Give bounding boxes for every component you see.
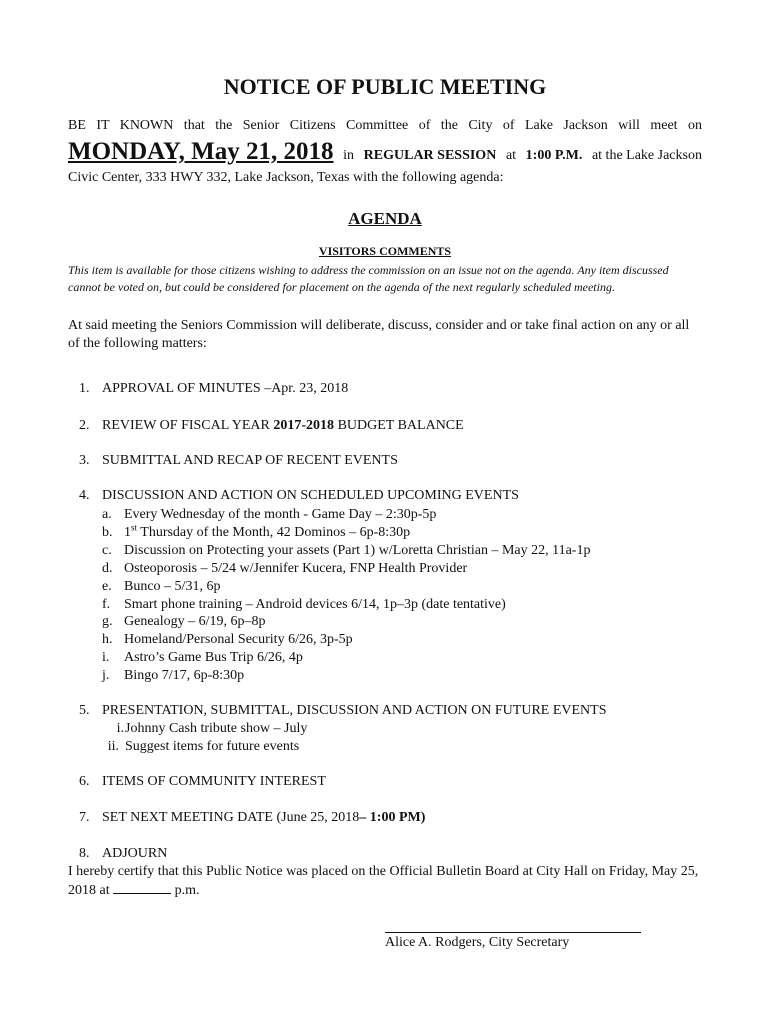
item-number: 2. — [79, 418, 90, 433]
item-number: 4. — [79, 488, 90, 503]
event-item-i — [102, 650, 303, 666]
item-number: 8. — [79, 846, 90, 861]
item-text: APPROVAL OF MINUTES –Apr. 23, 2018 — [102, 381, 349, 396]
civic-line: Civic Center, 333 HWY 332, Lake Jackson, Texas with the following agenda: — [68, 170, 504, 185]
certification-text — [68, 862, 704, 900]
future-item-ii-text: Suggest items for future events — [125, 739, 300, 754]
item-text-bold: 2017-2018 — [273, 418, 335, 433]
item-text: ADJOURN — [102, 846, 168, 861]
signature-name: Alice A. Rodgers, City Secretary — [385, 935, 570, 950]
event-letter: h. — [102, 632, 113, 647]
event-letter: j. — [102, 668, 110, 683]
item-number: 7. — [79, 810, 90, 825]
item-text: PRESENTATION, SUBMITTAL, DISCUSSION AND ACTION ON FUTURE EVENTS — [102, 703, 607, 718]
event-text-ordinal: 1 — [124, 525, 131, 540]
agenda-item-7 — [79, 810, 425, 826]
event-text: Bunco – 5/31, 6p — [124, 579, 221, 594]
agenda-item-6 — [79, 774, 326, 790]
future-numeral: ii. — [107, 739, 119, 754]
event-letter: i. — [102, 650, 110, 665]
event-item-f — [102, 597, 506, 613]
visitors-heading: VISITORS COMMENTS — [318, 244, 452, 258]
event-item-g — [102, 614, 266, 630]
meeting-time: 1:00 P.M. — [525, 148, 583, 163]
location-tail: at the Lake Jackson — [591, 148, 702, 163]
certification-sentence: I hereby certify that this Public Notice was placed on the Official Bulletin Board at City Hall on Friday, May 25, 2018 at — [68, 864, 699, 898]
page-title: NOTICE OF PUBLIC MEETING — [223, 74, 547, 99]
event-letter: a. — [102, 507, 112, 522]
agenda-item-4 — [79, 488, 519, 504]
event-text: Every Wednesday of the month - Game Day – 2:30p-5p — [124, 507, 437, 522]
future-numeral: i. — [116, 721, 124, 736]
event-text: Bingo 7/17, 6p-8:30p — [124, 668, 245, 683]
event-letter: d. — [102, 561, 113, 576]
item-text: ITEMS OF COMMUNITY INTEREST — [102, 774, 326, 789]
in-text: in — [343, 148, 355, 163]
at-text: at — [505, 148, 517, 163]
event-text: Astro’s Game Bus Trip 6/26, 4p — [124, 650, 303, 665]
event-letter: f. — [102, 597, 111, 612]
agenda-item-2 — [79, 418, 464, 434]
meeting-date: MONDAY, May 21, 2018 — [68, 138, 334, 165]
item-text: SET NEXT MEETING DATE (June 25, 2018 — [102, 810, 360, 825]
event-text: Discussion on Protecting your assets (Part 1) w/Loretta Christian – May 22, 11a-1p — [124, 543, 591, 558]
event-text: Thursday of the Month, 42 Dominos – 6p-8:30p — [137, 525, 411, 540]
event-letter: g. — [102, 614, 113, 629]
event-item-b — [102, 522, 411, 541]
session-type: REGULAR SESSION — [363, 148, 497, 163]
item-number: 1. — [79, 381, 90, 396]
agenda-item-1 — [79, 381, 348, 397]
event-item-h — [102, 632, 353, 648]
said-meeting-text: At said meeting the Seniors Commission will deliberate, discuss, consider and or take final action on any or all of the following matters: — [68, 318, 690, 351]
agenda-heading: AGENDA — [348, 209, 422, 228]
event-text: Osteoporosis – 5/24 w/Jennifer Kucera, FNP Health Provider — [124, 561, 468, 576]
event-letter: c. — [102, 543, 112, 558]
future-item-i-text: Johnny Cash tribute show – July — [125, 721, 308, 736]
agenda-item-5 — [79, 703, 607, 719]
item-text: REVIEW OF FISCAL YEAR — [102, 418, 274, 433]
intro-date-line — [68, 138, 702, 166]
event-text: Smart phone training – Android devices 6/14, 1p–3p (date tentative) — [124, 597, 506, 612]
future-item-ii — [74, 739, 119, 755]
agenda-item-3 — [79, 453, 398, 469]
item-text: DISCUSSION AND ACTION ON SCHEDULED UPCOMING EVENTS — [102, 488, 519, 503]
event-text: Homeland/Personal Security 6/26, 3p-5p — [124, 632, 353, 647]
item-text-bold: – 1:00 PM) — [359, 810, 426, 825]
event-item-a — [102, 507, 436, 523]
event-item-c — [102, 543, 590, 559]
agenda-item-8 — [79, 846, 167, 862]
event-item-e — [102, 579, 220, 595]
item-number: 3. — [79, 453, 90, 468]
event-text: Genealogy – 6/19, 6p–8p — [124, 614, 266, 629]
item-number: 6. — [79, 774, 90, 789]
certification-suffix: p.m. — [174, 883, 200, 898]
visitors-text: This item is available for those citizens wishing to address the commission on an issue not on the agenda. Any item discussed cannot be voted on, but could be considered for placement on the agenda of the next regularly scheduled meeting. — [68, 263, 669, 294]
event-letter: b. — [102, 525, 113, 540]
future-item-i — [90, 721, 124, 737]
item-text-tail: BUDGET BALANCE — [334, 418, 464, 433]
event-text-sup: st — [131, 522, 138, 533]
event-letter: e. — [102, 579, 112, 594]
item-number: 5. — [79, 703, 90, 718]
event-item-d — [102, 561, 467, 577]
intro-known-line: BE IT KNOWN that the Senior Citizens Committee of the City of Lake Jackson will meet on — [68, 118, 702, 133]
signature-line — [385, 932, 641, 933]
time-blank-line — [113, 882, 171, 894]
item-text: SUBMITTAL AND RECAP OF RECENT EVENTS — [102, 453, 398, 468]
event-item-j — [102, 668, 244, 684]
